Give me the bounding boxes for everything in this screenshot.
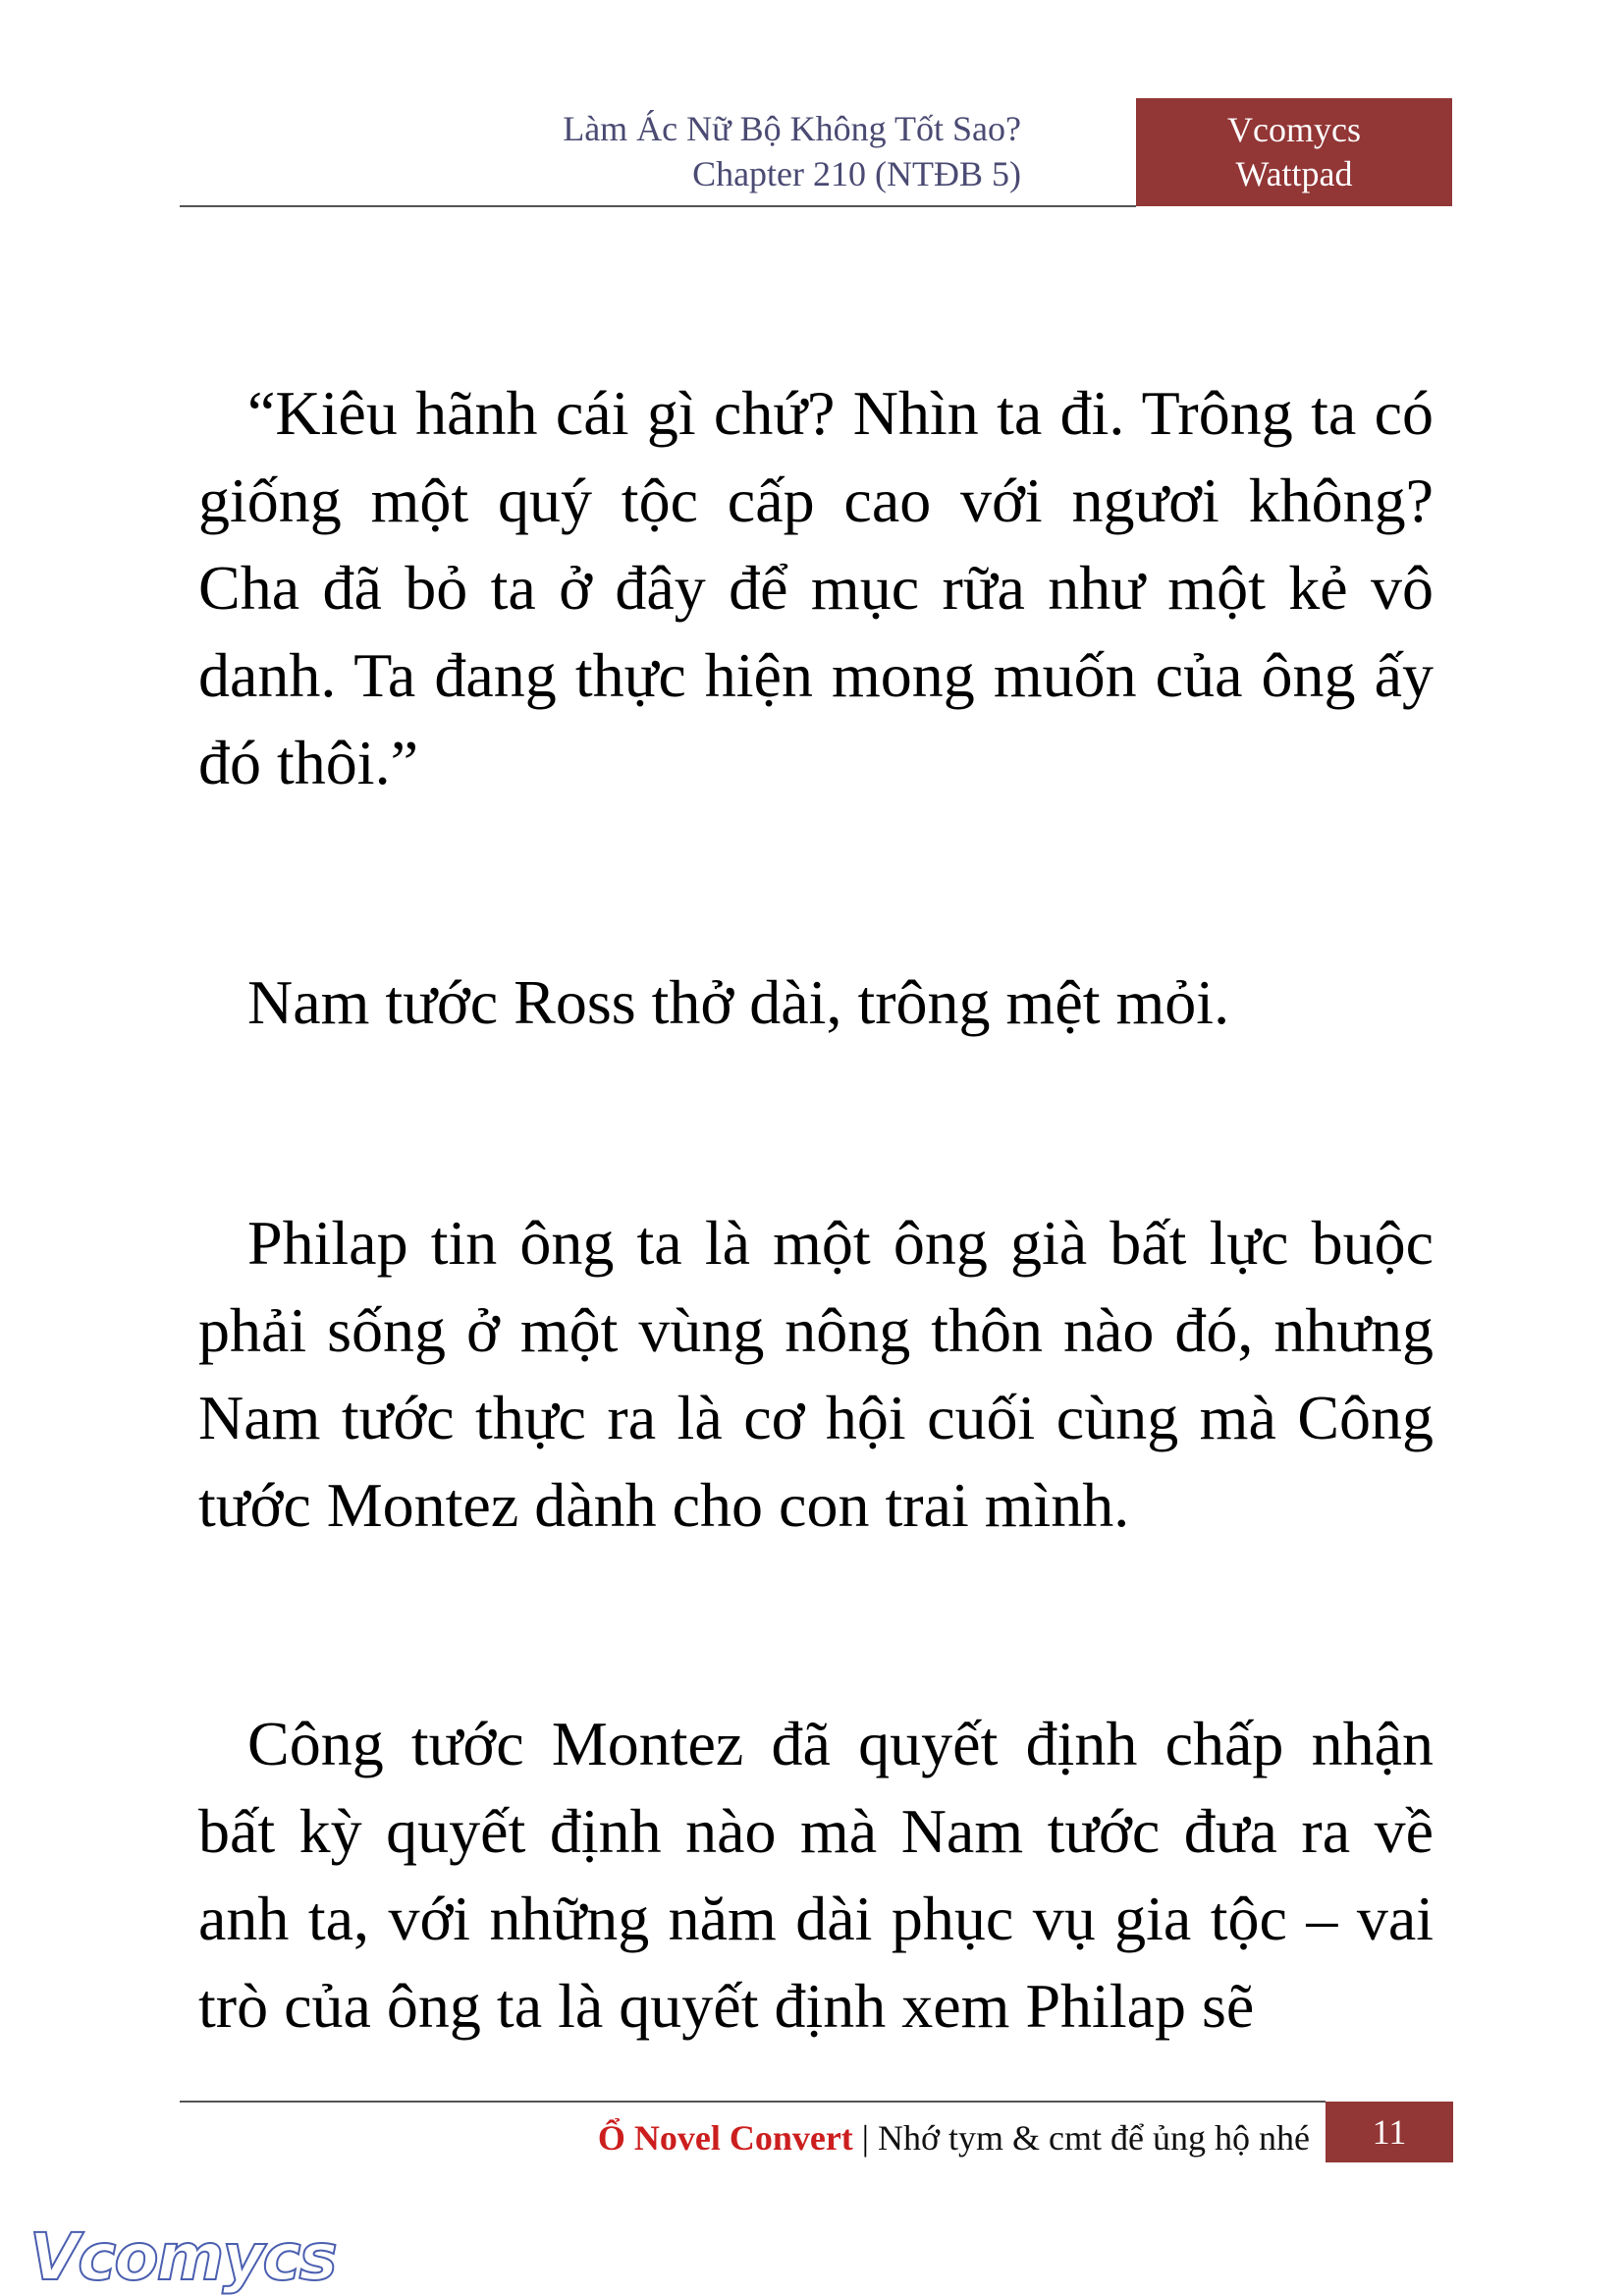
header-title-block: [432, 106, 1021, 196]
badge-line-1: Vcomycs: [1227, 110, 1361, 149]
source-badge: [1136, 98, 1452, 206]
footer-divider: [180, 2101, 1326, 2103]
badge-line-2: Wattpad: [1235, 154, 1353, 193]
footer-brand: Ổ Novel Convert: [597, 2118, 853, 2158]
page-number: 11: [1326, 2102, 1453, 2162]
book-title: Làm Ác Nữ Bộ Không Tốt Sao?: [563, 109, 1021, 148]
paragraph-4: Công tước Montez đã quyết định chấp nhận bất kỳ quyết định nào mà Nam tước đưa ra về anh ta, với những năm dài phục vụ gia tộc – vai trò của ông ta là quyết định xem Philap sẽ: [198, 1709, 1434, 2041]
header-divider: [180, 205, 1136, 207]
paragraph-2: Nam tước Ross thở dài, trông mệt mỏi.: [247, 967, 1230, 1037]
footer-separator: |: [861, 2118, 870, 2158]
chapter-label: Chapter 210 (NTĐB 5): [692, 154, 1021, 193]
paragraph-3: Philap tin ông ta là một ông già bất lực buộc phải sống ở một vùng nông thôn nào đó, nhưng Nam tước thực ra là cơ hội cuối cùng mà Công tước Montez dành cho con trai mình.: [198, 1208, 1434, 1540]
footer-line: [598, 2111, 1310, 2164]
vcomycs-watermark-logo: Vcomycs: [29, 2219, 336, 2295]
paragraph-1: “Kiêu hãnh cái gì chứ? Nhìn ta đi. Trông ta có giống một quý tộc cấp cao với ngươi không? Cha đã bỏ ta ở đây để mục rữa như một kẻ vô danh. Ta đang thực hiện mong muốn của ông ấy đó thôi.”: [198, 378, 1434, 797]
footer-note: Nhớ tym & cmt để ủng hộ nhé: [878, 2118, 1310, 2158]
